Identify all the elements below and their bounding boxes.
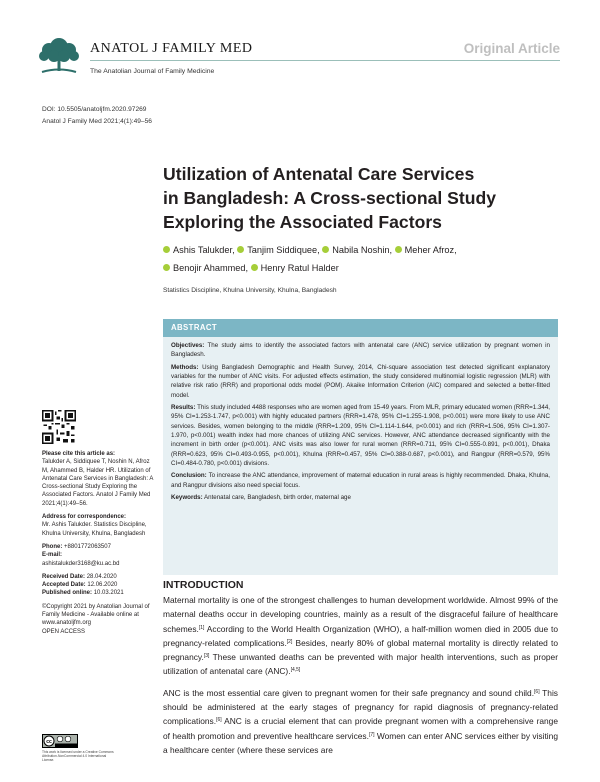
orcid-icon[interactable] <box>163 246 170 253</box>
cite-text: Talukder A, Siddiquee T, Noshin N, Afroz M, Ahammed B, Halder HR. Utilization of Antenatal Care Services in Bangladesh: A Cross-sectional Study Exploring the Associated Factors. Anatol J Family Med 2021;4(1):49–56. <box>42 459 154 507</box>
tree-logo <box>36 36 82 76</box>
text-run: This should be administered at the early stages of pregnancy for rapid diagnosis of pregnancy-related complications. <box>163 687 558 727</box>
received-row <box>42 573 154 581</box>
title-line: Exploring the Associated Factors <box>163 212 442 232</box>
journal-subtitle: The Anatolian Journal of Family Medicine <box>90 68 215 75</box>
author-name: Ashis Talukder, <box>173 245 235 255</box>
citation-ref[interactable]: [1] <box>198 624 205 631</box>
cc-by-nc-icon[interactable] <box>42 734 78 748</box>
journal-name: ANATOL J FAMILY MED <box>90 41 253 56</box>
orcid-icon[interactable] <box>322 246 329 253</box>
journal-divider <box>90 60 560 61</box>
correspondence-title: Address for correspondence: <box>42 514 127 521</box>
author-name: Tanjim Siddiquee, <box>247 245 320 255</box>
intro-paragraph <box>163 593 558 679</box>
accepted-label: Accepted Date: <box>42 582 86 589</box>
section-label: Results: <box>171 404 196 412</box>
copyright-text: ©Copyright 2021 by Anatolian Journal of Family Medicine - Available online at www.anatoljfm.org <box>42 603 150 627</box>
author[interactable] <box>322 245 392 255</box>
text-run: According to the World Health Organization (WHO), a half-million women died in 2005 due to pregnancy-related complications. <box>163 623 558 648</box>
abstract-heading: ABSTRACT <box>163 319 558 337</box>
abstract-methods <box>171 363 550 400</box>
doi[interactable]: DOI: 10.5505/anatoljfm.2020.97269 <box>42 106 147 113</box>
abstract-keywords <box>171 493 550 502</box>
text-run: ANC is the most essential care given to pregnant women for their safe pregnancy and sound child. <box>163 687 535 698</box>
section-label: Objectives: <box>171 342 205 349</box>
text-run: Maternal mortality is one of the strongest challenges to human development worldwide. Almost 99% of the maternal deaths occur in developing countries, mainly as a result of the disgraceful failure of healthcare schemes. <box>163 595 558 634</box>
orcid-icon[interactable] <box>251 264 258 271</box>
author[interactable] <box>251 263 339 273</box>
section-label: Methods: <box>171 363 199 371</box>
text-run: Women can enter ANC services either by visiting a healthcare center (where these services are <box>163 730 558 755</box>
published-label: Published online: <box>42 590 93 597</box>
citation-ref[interactable]: [4,5] <box>290 667 301 674</box>
article-type-label: Original Article <box>463 41 560 56</box>
abstract-box <box>163 319 558 575</box>
sidebar-info <box>42 450 154 636</box>
section-label: Conclusion: <box>171 472 207 480</box>
published-value: 10.03.2021 <box>93 590 124 597</box>
author[interactable] <box>163 245 235 255</box>
accepted-row <box>42 581 154 589</box>
qr-code-icon[interactable] <box>42 410 76 444</box>
email-value[interactable]: ashistalukder3168@ku.ac.bd <box>42 560 120 567</box>
orcid-icon[interactable] <box>395 246 402 253</box>
orcid-icon[interactable] <box>237 246 244 253</box>
citation-ref[interactable]: [3] <box>203 653 210 660</box>
section-text: Using Bangladesh Demographic and Health Survey, 2014, Chi-square association test detected significant explanatory variables for the number of ANC visits. For adjusted effects estimation, the study considered multinomial logistic regression (MLR) with relative risk ratio (RRR) and proportional odds model (POM). Akaike Information Criterion (AIC) compared and selected a better-fitted model. <box>171 363 550 399</box>
published-row <box>42 589 154 597</box>
phone-row <box>42 543 154 551</box>
citation-ref[interactable]: [7] <box>368 731 375 738</box>
author[interactable] <box>237 245 320 255</box>
abstract-body <box>163 337 558 503</box>
title-line: Utilization of Antenatal Care Services <box>163 164 475 184</box>
section-text: The study aims to identify the associated factors with antenatal care (ANC) service utilization by pregnant women in Bangladesh. <box>171 342 550 359</box>
text-run: These unwanted deaths can be prevented with major health interventions, such as proper utilization of antenatal care (ANC). <box>163 652 558 677</box>
abstract-objectives <box>171 341 550 360</box>
abstract-results <box>171 403 550 468</box>
license-text: This work is licensed under a Creative Commons Attribution-NonCommercial 4.0 International License. <box>42 750 114 762</box>
received-value: 28.04.2020 <box>86 573 117 580</box>
author[interactable] <box>163 263 248 273</box>
phone-value: +8801772063507 <box>64 543 111 550</box>
email-label: E-mail: <box>42 552 63 559</box>
accepted-value: 12.06.2020 <box>87 582 118 589</box>
cite-title: Please cite this article as: <box>42 451 116 457</box>
author-list <box>163 241 563 277</box>
author[interactable] <box>395 245 457 255</box>
author-name: Benojir Ahammed, <box>173 263 249 273</box>
correspondence-text: Mr. Ashis Talukder. Statistics Discipline, Khulna University, Khulna, Bangladesh <box>42 522 147 537</box>
affiliation: Statistics Discipline, Khulna University, Khulna, Bangladesh <box>163 287 337 294</box>
introduction-body <box>163 593 558 764</box>
section-text: This study included 4488 responses who are women aged from 15-49 years. From MLR, primary educated women (RRR=1.344, 95% CI=1.253-1.747, p<0.001) with highly educated partners (RRR=1.478, 95% CI=1.255-1.908, p<0.001) were more likely to use ANC services. Besides, women belonging to the middle (RRR=1.209, 95% CI=1.114-1.644, p<0.001) and rich (RRR=1.506, 95% CI=1.307-1.970, p<0.001) wealth index had more chances of utilizing ANC services. However, ANC attendance decreased significantly with the increment in birth order (p<0.001). ANC visits was also lower for rural women (RRR=0.711, 95% CI=0.555-0.891, p<0.001), Dhaka (RRR=0.623, 95% CI=0.493-0.955, p<0.001), Khulna (RRR=0.457, 95% CI=0.388-0.687, p<0.001), and Rangpur (RRR=0.579, 95% CI=0.484-0.780, p<0.001) divisions. <box>171 404 550 468</box>
title-line: in Bangladesh: A Cross-sectional Study <box>163 188 497 208</box>
email-row <box>42 551 154 559</box>
text-run: Besides, nearly 80% of global maternal mortality is directly related to pregnancy. <box>163 637 558 663</box>
introduction-heading: INTRODUCTION <box>163 579 244 591</box>
open-access-label: OPEN ACCESS <box>42 628 86 635</box>
citation-ref[interactable]: [6] <box>216 717 222 724</box>
author-name: Henry Ratul Halder <box>260 263 339 273</box>
section-text: To increase the ANC attendance, improvement of maternal education in rural areas is highly recommended. Dhaka, Khulna, and Rangpur divisions also need special focus. <box>171 472 550 489</box>
citation-line: Anatol J Family Med 2021;4(1):49–56 <box>42 118 152 125</box>
text-run: ANC is a crucial element that can provide pregnant women with a comprehensive range of health promotion and preventive healthcare services. <box>163 716 558 741</box>
author-name: Nabila Noshin, <box>332 245 393 255</box>
section-text: Antenatal care, Bangladesh, birth order, maternal age <box>202 494 351 502</box>
orcid-icon[interactable] <box>163 264 170 271</box>
intro-paragraph <box>163 686 558 757</box>
abstract-conclusion <box>171 471 550 490</box>
citation-ref[interactable]: [6] <box>534 688 540 695</box>
phone-label: Phone: <box>42 543 63 550</box>
svg-text:cc: cc <box>46 739 52 745</box>
article-title <box>163 162 523 234</box>
citation-ref[interactable]: [2] <box>286 638 293 645</box>
author-name: Meher Afroz, <box>404 245 457 255</box>
received-label: Received Date: <box>42 573 86 580</box>
section-label: Keywords: <box>171 494 203 502</box>
